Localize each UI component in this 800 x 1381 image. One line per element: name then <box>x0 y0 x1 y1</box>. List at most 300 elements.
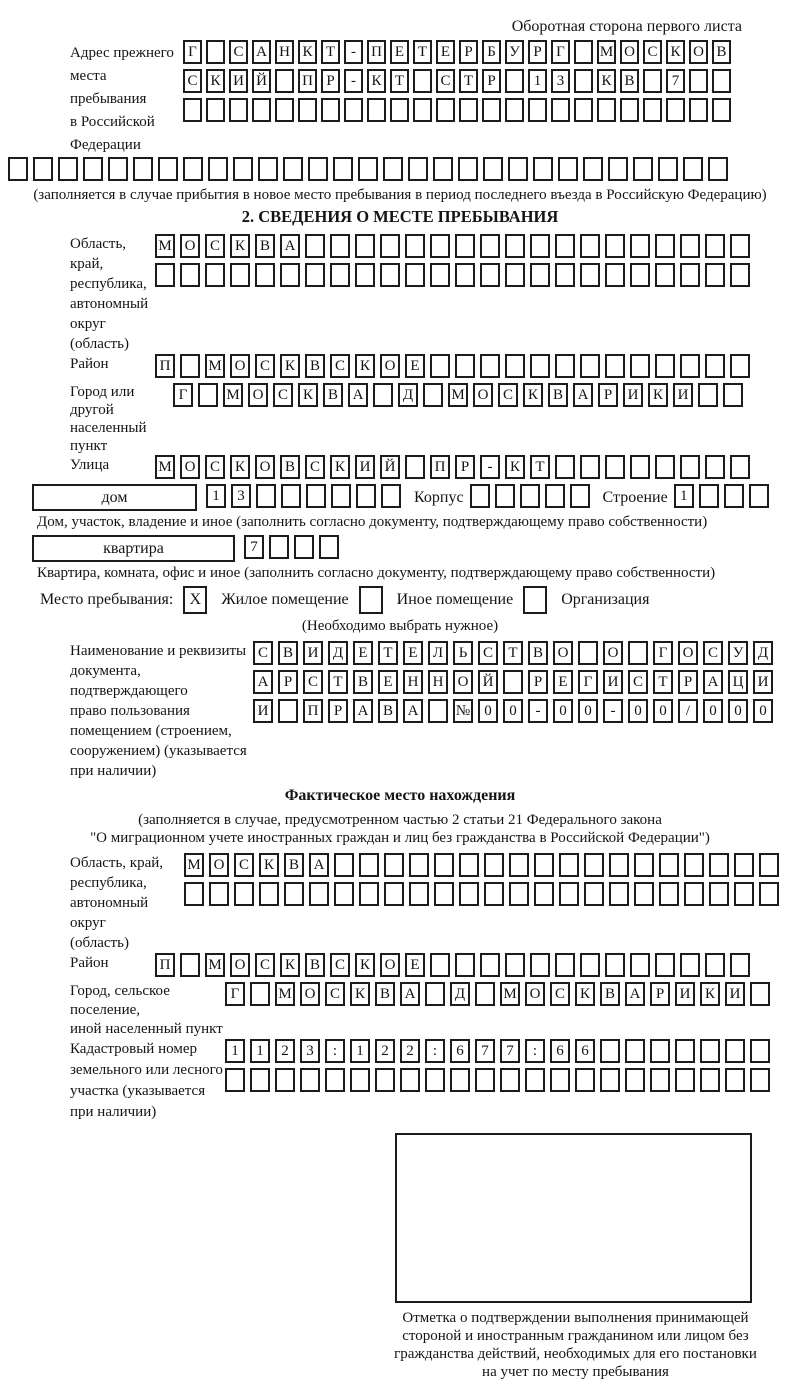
char-cell[interactable]: П <box>367 40 386 64</box>
char-cell[interactable] <box>344 98 363 122</box>
char-cell[interactable]: Т <box>328 670 348 694</box>
char-cell[interactable] <box>155 263 175 287</box>
char-cell[interactable] <box>483 157 503 181</box>
char-cell[interactable] <box>609 882 629 906</box>
char-cell[interactable] <box>475 982 495 1006</box>
char-cell[interactable]: Е <box>378 670 398 694</box>
char-cell[interactable]: К <box>575 982 595 1006</box>
char-cell[interactable]: К <box>230 234 250 258</box>
char-cell[interactable] <box>309 882 329 906</box>
char-cell[interactable] <box>436 98 455 122</box>
char-cell[interactable] <box>455 234 475 258</box>
char-cell[interactable] <box>234 882 254 906</box>
char-cell[interactable] <box>570 484 590 508</box>
char-cell[interactable] <box>628 641 648 665</box>
char-cell[interactable]: В <box>323 383 343 407</box>
char-cell[interactable] <box>655 234 675 258</box>
char-cell[interactable] <box>384 882 404 906</box>
char-cell[interactable] <box>380 263 400 287</box>
char-cell[interactable] <box>643 69 662 93</box>
char-cell[interactable]: К <box>230 455 250 479</box>
char-cell[interactable] <box>325 1068 345 1092</box>
char-cell[interactable]: Г <box>225 982 245 1006</box>
char-cell[interactable] <box>434 853 454 877</box>
char-cell[interactable] <box>528 98 547 122</box>
char-cell[interactable] <box>558 157 578 181</box>
char-cell[interactable]: Д <box>753 641 773 665</box>
char-cell[interactable]: В <box>284 853 304 877</box>
char-cell[interactable] <box>230 263 250 287</box>
char-cell[interactable]: В <box>712 40 731 64</box>
char-cell[interactable] <box>634 853 654 877</box>
char-cell[interactable] <box>534 853 554 877</box>
char-cell[interactable]: А <box>400 982 420 1006</box>
char-cell[interactable] <box>158 157 178 181</box>
char-cell[interactable] <box>530 263 550 287</box>
char-cell[interactable] <box>390 98 409 122</box>
char-cell[interactable] <box>450 1068 470 1092</box>
char-cell[interactable]: О <box>209 853 229 877</box>
char-cell[interactable]: 7 <box>500 1039 520 1063</box>
char-cell[interactable]: Д <box>398 383 418 407</box>
char-cell[interactable] <box>359 882 379 906</box>
char-cell[interactable] <box>575 1068 595 1092</box>
char-cell[interactable] <box>280 263 300 287</box>
char-cell[interactable] <box>484 882 504 906</box>
char-cell[interactable] <box>250 982 270 1006</box>
char-cell[interactable]: И <box>673 383 693 407</box>
char-cell[interactable] <box>355 234 375 258</box>
char-cell[interactable] <box>275 1068 295 1092</box>
char-cell[interactable] <box>630 263 650 287</box>
char-cell[interactable]: О <box>380 354 400 378</box>
char-cell[interactable] <box>505 263 525 287</box>
char-cell[interactable] <box>413 98 432 122</box>
char-cell[interactable]: Ц <box>728 670 748 694</box>
char-cell[interactable]: 0 <box>703 699 723 723</box>
char-cell[interactable]: 0 <box>503 699 523 723</box>
char-cell[interactable] <box>330 234 350 258</box>
char-cell[interactable] <box>308 157 328 181</box>
char-cell[interactable]: М <box>205 953 225 977</box>
char-cell[interactable] <box>183 157 203 181</box>
char-cell[interactable] <box>724 484 744 508</box>
char-cell[interactable] <box>584 853 604 877</box>
char-cell[interactable] <box>180 953 200 977</box>
char-cell[interactable] <box>334 853 354 877</box>
char-cell[interactable] <box>712 69 731 93</box>
char-cell[interactable] <box>689 98 708 122</box>
char-cell[interactable] <box>281 484 301 508</box>
char-cell[interactable] <box>605 455 625 479</box>
char-cell[interactable] <box>428 699 448 723</box>
char-cell[interactable] <box>306 484 326 508</box>
char-cell[interactable] <box>509 882 529 906</box>
char-cell[interactable]: Е <box>553 670 573 694</box>
char-cell[interactable] <box>275 98 294 122</box>
char-cell[interactable] <box>259 882 279 906</box>
char-cell[interactable] <box>294 535 314 559</box>
char-cell[interactable] <box>555 263 575 287</box>
char-cell[interactable]: Т <box>390 69 409 93</box>
char-cell[interactable] <box>509 853 529 877</box>
char-cell[interactable] <box>700 1039 720 1063</box>
char-cell[interactable] <box>298 98 317 122</box>
char-cell[interactable] <box>689 69 708 93</box>
char-cell[interactable]: - <box>480 455 500 479</box>
char-cell[interactable]: - <box>528 699 548 723</box>
char-cell[interactable]: К <box>298 383 318 407</box>
char-cell[interactable]: Л <box>428 641 448 665</box>
char-cell[interactable]: С <box>498 383 518 407</box>
char-cell[interactable]: С <box>255 354 275 378</box>
char-cell[interactable] <box>559 853 579 877</box>
char-cell[interactable]: О <box>620 40 639 64</box>
char-cell[interactable]: И <box>623 383 643 407</box>
char-cell[interactable] <box>480 953 500 977</box>
char-cell[interactable]: В <box>375 982 395 1006</box>
char-cell[interactable]: Р <box>455 455 475 479</box>
char-cell[interactable] <box>208 157 228 181</box>
char-cell[interactable] <box>455 354 475 378</box>
char-cell[interactable] <box>574 40 593 64</box>
char-cell[interactable] <box>459 98 478 122</box>
char-cell[interactable]: К <box>280 953 300 977</box>
char-cell[interactable]: Р <box>650 982 670 1006</box>
char-cell[interactable] <box>633 157 653 181</box>
char-cell[interactable] <box>659 853 679 877</box>
char-cell[interactable]: А <box>703 670 723 694</box>
char-cell[interactable]: К <box>206 69 225 93</box>
char-cell[interactable] <box>530 234 550 258</box>
char-cell[interactable]: 3 <box>300 1039 320 1063</box>
char-cell[interactable] <box>475 1068 495 1092</box>
char-cell[interactable]: Д <box>450 982 470 1006</box>
char-cell[interactable]: А <box>353 699 373 723</box>
char-cell[interactable]: Н <box>403 670 423 694</box>
char-cell[interactable]: Р <box>678 670 698 694</box>
char-cell[interactable]: К <box>666 40 685 64</box>
char-cell[interactable] <box>730 455 750 479</box>
char-cell[interactable] <box>750 1068 770 1092</box>
char-cell[interactable]: В <box>600 982 620 1006</box>
char-cell[interactable] <box>430 234 450 258</box>
char-cell[interactable] <box>356 484 376 508</box>
char-cell[interactable] <box>367 98 386 122</box>
char-cell[interactable] <box>300 1068 320 1092</box>
char-cell[interactable] <box>206 40 225 64</box>
char-cell[interactable] <box>555 234 575 258</box>
char-cell[interactable] <box>505 69 524 93</box>
char-cell[interactable]: 1 <box>350 1039 370 1063</box>
char-cell[interactable] <box>505 98 524 122</box>
char-cell[interactable]: Г <box>578 670 598 694</box>
char-cell[interactable] <box>675 1068 695 1092</box>
char-cell[interactable]: В <box>620 69 639 93</box>
char-cell[interactable]: О <box>180 455 200 479</box>
char-cell[interactable]: Ь <box>453 641 473 665</box>
char-cell[interactable] <box>630 953 650 977</box>
char-cell[interactable]: А <box>252 40 271 64</box>
char-cell[interactable] <box>655 263 675 287</box>
char-cell[interactable]: О <box>525 982 545 1006</box>
char-cell[interactable]: С <box>478 641 498 665</box>
char-cell[interactable] <box>684 853 704 877</box>
char-cell[interactable] <box>730 354 750 378</box>
char-cell[interactable]: Б <box>482 40 501 64</box>
char-cell[interactable] <box>183 98 202 122</box>
char-cell[interactable]: 7 <box>475 1039 495 1063</box>
char-cell[interactable]: С <box>330 953 350 977</box>
char-cell[interactable] <box>600 1039 620 1063</box>
char-cell[interactable] <box>730 234 750 258</box>
char-cell[interactable]: М <box>155 455 175 479</box>
char-cell[interactable]: П <box>303 699 323 723</box>
char-cell[interactable] <box>275 69 294 93</box>
char-cell[interactable]: У <box>505 40 524 64</box>
char-cell[interactable] <box>759 853 779 877</box>
char-cell[interactable] <box>480 354 500 378</box>
char-cell[interactable]: К <box>350 982 370 1006</box>
char-cell[interactable]: М <box>184 853 204 877</box>
char-cell[interactable] <box>712 98 731 122</box>
char-cell[interactable]: 0 <box>653 699 673 723</box>
char-cell[interactable] <box>555 354 575 378</box>
char-cell[interactable]: С <box>550 982 570 1006</box>
char-cell[interactable]: С <box>628 670 648 694</box>
char-cell[interactable] <box>730 953 750 977</box>
char-cell[interactable] <box>484 853 504 877</box>
char-cell[interactable] <box>409 882 429 906</box>
char-cell[interactable]: А <box>253 670 273 694</box>
char-cell[interactable]: 3 <box>231 484 251 508</box>
char-cell[interactable]: Т <box>321 40 340 64</box>
char-cell[interactable]: - <box>344 40 363 64</box>
char-cell[interactable] <box>321 98 340 122</box>
char-cell[interactable]: О <box>230 354 250 378</box>
char-cell[interactable]: Д <box>328 641 348 665</box>
char-cell[interactable] <box>698 383 718 407</box>
char-cell[interactable]: А <box>280 234 300 258</box>
char-cell[interactable]: В <box>280 455 300 479</box>
char-cell[interactable]: П <box>430 455 450 479</box>
char-cell[interactable] <box>630 354 650 378</box>
char-cell[interactable]: Е <box>436 40 455 64</box>
char-cell[interactable] <box>734 882 754 906</box>
char-cell[interactable]: С <box>273 383 293 407</box>
char-cell[interactable] <box>609 853 629 877</box>
char-cell[interactable] <box>458 157 478 181</box>
char-cell[interactable]: О <box>453 670 473 694</box>
char-cell[interactable]: Г <box>183 40 202 64</box>
char-cell[interactable] <box>750 1039 770 1063</box>
char-cell[interactable]: К <box>355 354 375 378</box>
char-cell[interactable] <box>533 157 553 181</box>
checkbox-zhiloe[interactable]: X <box>183 586 207 614</box>
char-cell[interactable]: К <box>648 383 668 407</box>
char-cell[interactable]: С <box>183 69 202 93</box>
char-cell[interactable] <box>33 157 53 181</box>
char-cell[interactable] <box>559 882 579 906</box>
char-cell[interactable]: И <box>725 982 745 1006</box>
char-cell[interactable]: 0 <box>553 699 573 723</box>
char-cell[interactable] <box>133 157 153 181</box>
char-cell[interactable] <box>580 234 600 258</box>
char-cell[interactable]: Т <box>378 641 398 665</box>
char-cell[interactable] <box>355 263 375 287</box>
char-cell[interactable] <box>319 535 339 559</box>
char-cell[interactable] <box>206 98 225 122</box>
char-cell[interactable]: И <box>603 670 623 694</box>
char-cell[interactable]: П <box>298 69 317 93</box>
char-cell[interactable] <box>425 982 445 1006</box>
char-cell[interactable] <box>359 853 379 877</box>
char-cell[interactable] <box>425 1068 445 1092</box>
char-cell[interactable] <box>530 354 550 378</box>
char-cell[interactable] <box>555 455 575 479</box>
char-cell[interactable] <box>269 535 289 559</box>
char-cell[interactable]: М <box>223 383 243 407</box>
char-cell[interactable] <box>333 157 353 181</box>
char-cell[interactable]: О <box>380 953 400 977</box>
char-cell[interactable] <box>408 157 428 181</box>
char-cell[interactable] <box>430 953 450 977</box>
char-cell[interactable] <box>597 98 616 122</box>
char-cell[interactable] <box>255 263 275 287</box>
char-cell[interactable]: Й <box>478 670 498 694</box>
char-cell[interactable]: С <box>255 953 275 977</box>
char-cell[interactable]: М <box>597 40 616 64</box>
char-cell[interactable]: 0 <box>628 699 648 723</box>
char-cell[interactable]: : <box>525 1039 545 1063</box>
char-cell[interactable]: О <box>230 953 250 977</box>
char-cell[interactable]: Р <box>482 69 501 93</box>
char-cell[interactable] <box>749 484 769 508</box>
char-cell[interactable] <box>759 882 779 906</box>
char-cell[interactable]: И <box>355 455 375 479</box>
char-cell[interactable] <box>700 1068 720 1092</box>
char-cell[interactable]: 2 <box>375 1039 395 1063</box>
char-cell[interactable] <box>331 484 351 508</box>
char-cell[interactable]: Т <box>459 69 478 93</box>
char-cell[interactable] <box>520 484 540 508</box>
char-cell[interactable] <box>666 98 685 122</box>
char-cell[interactable]: М <box>205 354 225 378</box>
char-cell[interactable] <box>620 98 639 122</box>
char-cell[interactable]: С <box>325 982 345 1006</box>
char-cell[interactable]: Г <box>551 40 570 64</box>
char-cell[interactable]: В <box>548 383 568 407</box>
char-cell[interactable] <box>630 234 650 258</box>
char-cell[interactable] <box>503 670 523 694</box>
char-cell[interactable] <box>252 98 271 122</box>
char-cell[interactable]: К <box>259 853 279 877</box>
char-cell[interactable]: М <box>500 982 520 1006</box>
char-cell[interactable]: К <box>700 982 720 1006</box>
char-cell[interactable] <box>600 1068 620 1092</box>
char-cell[interactable] <box>358 157 378 181</box>
char-cell[interactable] <box>459 882 479 906</box>
char-cell[interactable] <box>699 484 719 508</box>
char-cell[interactable]: К <box>355 953 375 977</box>
char-cell[interactable]: 0 <box>728 699 748 723</box>
char-cell[interactable]: В <box>305 953 325 977</box>
char-cell[interactable] <box>405 455 425 479</box>
char-cell[interactable] <box>455 263 475 287</box>
char-cell[interactable]: М <box>155 234 175 258</box>
char-cell[interactable]: 2 <box>400 1039 420 1063</box>
char-cell[interactable]: С <box>305 455 325 479</box>
char-cell[interactable]: В <box>378 699 398 723</box>
char-cell[interactable]: О <box>689 40 708 64</box>
char-cell[interactable] <box>734 853 754 877</box>
char-cell[interactable]: А <box>309 853 329 877</box>
char-cell[interactable]: № <box>453 699 473 723</box>
char-cell[interactable] <box>534 882 554 906</box>
char-cell[interactable] <box>525 1068 545 1092</box>
char-cell[interactable] <box>381 484 401 508</box>
char-cell[interactable] <box>413 69 432 93</box>
char-cell[interactable]: О <box>473 383 493 407</box>
char-cell[interactable] <box>680 263 700 287</box>
char-cell[interactable] <box>634 882 654 906</box>
char-cell[interactable] <box>680 455 700 479</box>
char-cell[interactable] <box>580 263 600 287</box>
char-cell[interactable]: Р <box>459 40 478 64</box>
char-cell[interactable] <box>250 1068 270 1092</box>
char-cell[interactable] <box>83 157 103 181</box>
char-cell[interactable]: 1 <box>250 1039 270 1063</box>
char-cell[interactable] <box>400 1068 420 1092</box>
char-cell[interactable]: Р <box>278 670 298 694</box>
char-cell[interactable]: 1 <box>528 69 547 93</box>
char-cell[interactable] <box>233 157 253 181</box>
char-cell[interactable]: У <box>728 641 748 665</box>
char-cell[interactable] <box>683 157 703 181</box>
char-cell[interactable]: К <box>367 69 386 93</box>
char-cell[interactable]: Е <box>405 953 425 977</box>
char-cell[interactable]: 1 <box>674 484 694 508</box>
char-cell[interactable] <box>459 853 479 877</box>
char-cell[interactable] <box>643 98 662 122</box>
char-cell[interactable] <box>684 882 704 906</box>
char-cell[interactable]: Т <box>413 40 432 64</box>
char-cell[interactable] <box>705 234 725 258</box>
char-cell[interactable] <box>709 882 729 906</box>
char-cell[interactable]: 6 <box>575 1039 595 1063</box>
char-cell[interactable] <box>723 383 743 407</box>
char-cell[interactable] <box>108 157 128 181</box>
char-cell[interactable] <box>180 263 200 287</box>
char-cell[interactable] <box>284 882 304 906</box>
char-cell[interactable]: С <box>330 354 350 378</box>
char-cell[interactable]: Т <box>653 670 673 694</box>
char-cell[interactable] <box>530 953 550 977</box>
char-cell[interactable]: 0 <box>478 699 498 723</box>
char-cell[interactable]: - <box>344 69 363 93</box>
char-cell[interactable] <box>655 455 675 479</box>
char-cell[interactable] <box>482 98 501 122</box>
char-cell[interactable]: 1 <box>206 484 226 508</box>
char-cell[interactable] <box>580 455 600 479</box>
char-cell[interactable] <box>430 354 450 378</box>
char-cell[interactable] <box>625 1068 645 1092</box>
char-cell[interactable] <box>555 953 575 977</box>
char-cell[interactable] <box>423 383 443 407</box>
char-cell[interactable] <box>508 157 528 181</box>
char-cell[interactable] <box>550 1068 570 1092</box>
char-cell[interactable]: С <box>205 234 225 258</box>
